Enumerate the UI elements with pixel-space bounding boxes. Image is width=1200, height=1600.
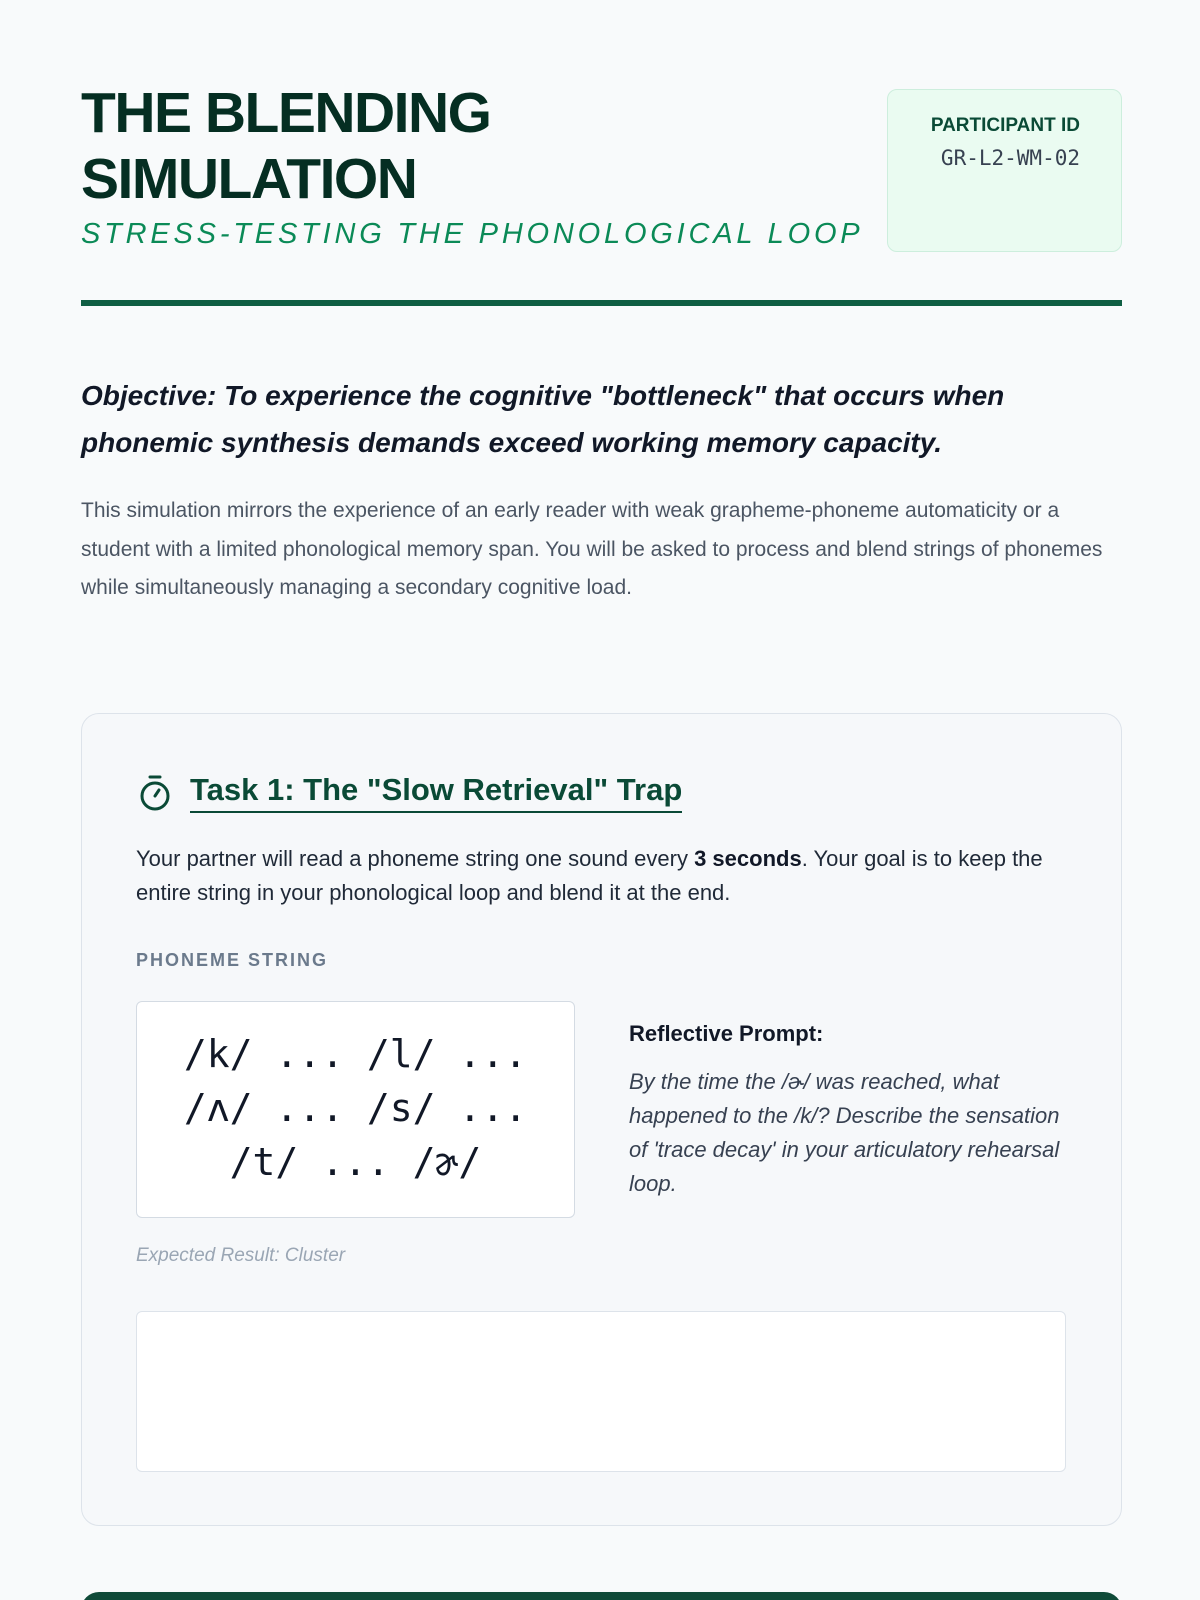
participant-id-box xyxy=(887,89,1122,252)
response-textarea[interactable] xyxy=(136,1311,1066,1472)
objective-statement: Objective: To experience the cognitive "bottleneck" that occurs when phonemic synthesis demands exceed working memory capacity. xyxy=(81,380,1005,458)
header xyxy=(81,0,1122,308)
task-1-card xyxy=(81,713,1122,1526)
page xyxy=(81,0,1122,1266)
next-section-bar xyxy=(81,1592,1122,1600)
phoneme-string-label: PHONEME STRING xyxy=(136,950,329,970)
task-1-description-start: Your partner will read a phoneme string one sound every xyxy=(136,846,695,871)
page-title xyxy=(81,80,491,212)
stopwatch-icon xyxy=(139,773,171,813)
phoneme-string-box: /k/ ... /l/ ... /ʌ/ ... /s/ ... /t/ ... /ɚ/ xyxy=(136,1001,575,1218)
participant-id-label: PARTICIPANT ID xyxy=(930,115,1080,136)
task-1-title: Task 1: The "Slow Retrieval" Trap xyxy=(190,772,682,813)
page-subtitle: STRESS-TESTING THE PHONOLOGICAL LOOP xyxy=(81,218,864,250)
participant-id-value: GR-L2-WM-02 xyxy=(940,146,1080,170)
intro-paragraph: This simulation mirrors the experience of an early reader with weak grapheme-phoneme automaticity or a student with a limited phonological memory span. You will be asked to process and blend strings of phonemes while simultaneously managing a secondary cognitive load. xyxy=(81,499,1103,599)
title-line-1: THE BLENDING xyxy=(81,81,491,145)
header-divider xyxy=(81,300,1122,306)
reflective-prompt-text: By the time the /ɚ/ was reached, what happened to the /k/? Describe the sensation of 'trace decay' in your articulatory rehearsal loop. xyxy=(629,1069,1060,1196)
task-1-interval: 3 seconds xyxy=(694,846,802,871)
expected-result: Expected Result: Cluster xyxy=(136,1245,346,1266)
title-line-2: SIMULATION xyxy=(81,147,417,211)
task-1-description-end: . Your goal is to keep the entire string in your phonological loop and blend it at the end. xyxy=(136,846,1043,905)
reflective-prompt-label: Reflective Prompt: xyxy=(629,1021,824,1046)
task-1-description xyxy=(136,842,1066,910)
